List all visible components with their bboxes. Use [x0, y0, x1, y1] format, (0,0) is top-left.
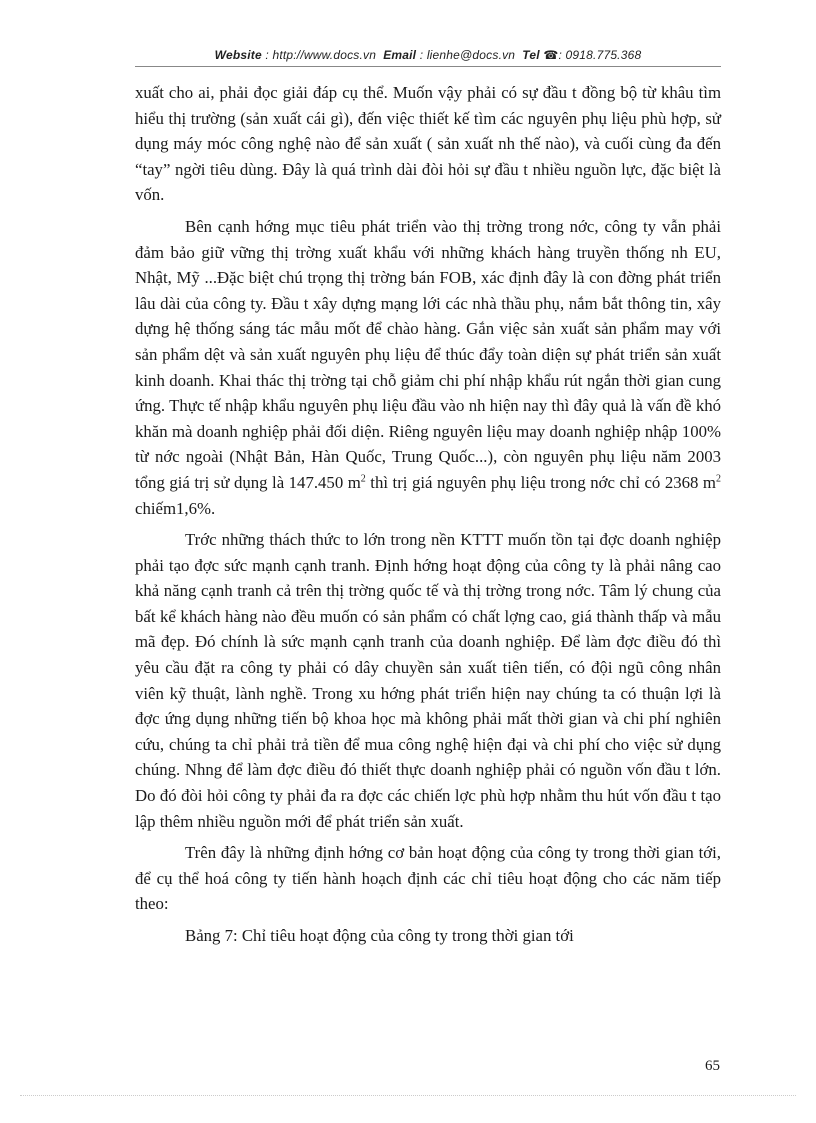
email-label: Email: [383, 48, 417, 62]
website-value: : http://www.docs.vn: [265, 48, 377, 62]
website-label: Website: [214, 48, 262, 62]
paragraph-2-text: Bên cạnh hớng mục tiêu phát triển vào thị trờng trong nớc, công ty vẫn phải đảm bảo giữ vững thị trờng xuất khẩu với những khách hàng truyền thống nh EU, Nhật, Mỹ ...Đặc biệt chú trọng thị trờng bán FOB, xác định đây là con đờng phát triển lâu dài của công ty. Đầu t xây dựng mạng lới các nhà thầu phụ, nắm bắt thông tin, xây dựng hệ thống sáng tác mẫu mốt để chào hàng. Gắn việc sản xuất sản phẩm may với sản phẩm dệt và sản xuất nguyên phụ liệu để thúc đẩy toàn diện sự phát triển sản xuất kinh doanh. Khai thác thị trờng tại chỗ giảm chi phí nhập khẩu rút ngắn thời gian cung ứng. Thực tế nhập khẩu nguyên phụ liệu đầu vào nh hiện nay thì đây quả là vấn đề khó khăn mà doanh nghiệp phải đối diện. Riêng nguyên liệu may doanh nghiệp nhập 100% từ nớc ngoài (Nhật Bản, Hàn Quốc, Trung Quốc...), còn nguyên phụ liệu năm 2003 tổng giá trị sử dụng là 147.450 m: [135, 216, 721, 492]
paragraph-1: xuất cho ai, phải đọc giải đáp cụ thể. Muốn vậy phải có sự đầu t đồng bộ từ khâu tìm hiểu thị trường (sản xuất cái gì), đến việc thiết kế tìm các nguyên phụ liệu phù hợp, sử dụng máy móc công nghệ nào để sản xuất ( sản xuất nh thế nào), và cuối cùng đa đến “tay” ngời tiêu dùng. Đây là quá trình dài đòi hỏi sự đầu t nhiều nguồn lực, đặc biệt là vốn.: [135, 83, 721, 205]
paragraph-2: [135, 214, 721, 521]
paragraph-4: Trên đây là những định hớng cơ bản hoạt động của công ty trong thời gian tới, để cụ thể hoá công ty tiến hành hoạch định các chỉ tiêu hoạt động cho các năm tiếp theo:: [135, 843, 721, 914]
table-caption: Bảng 7: Chỉ tiêu hoạt động của công ty trong thời gian tới: [185, 926, 574, 945]
tel-label: Tel: [522, 48, 540, 62]
superscript: 2: [715, 473, 721, 485]
paragraph-3: Trớc những thách thức to lớn trong nền KTTT muốn tồn tại đợc doanh nghiệp phải tạo đợc sức mạnh cạnh tranh. Định hớng hoạt động của công ty là phải nâng cao khả năng cạnh tranh cả trên thị trờng quốc tế và thị trờng trong nớc. Tâm lý chung của bất kể khách hàng nào đều muốn có sản phẩm có chất lợng cao, giá thành thấp và mẫu mã đẹp. Đó chính là sức mạnh cạnh tranh của doanh nghiệp. Để làm đợc điều đó thì yêu cầu đặt ra công ty phải có dây chuyền sản xuất tiên tiến, có đội ngũ công nhân viên kỹ thuật, lành nghề. Trong xu hớng phát triển hiện nay chúng ta có thuận lợi là đợc ứng dụng những tiến bộ khoa học mà không phải mất thời gian và chi phí nghiên cứu, chúng ta chỉ phải trả tiền để mua công nghệ hiện đại và chi phí cho việc sử dụng chúng. Nhng để làm đợc điều đó thiết thực doanh nghiệp phải có nguồn vốn đầu t lớn. Do đó đòi hỏi công ty phải đa ra đợc các chiến lợc phù hợp nhằm thu hút vốn đầu t tạo lập thêm nhiều nguồn mới để phát triển sản xuất.: [135, 530, 721, 831]
paragraph-2-mid: thì trị giá nguyên phụ liệu trong nớc chỉ có 2368 m: [365, 472, 716, 492]
page-header: [135, 48, 721, 62]
paragraph-2-end: chiếm1,6%.: [135, 498, 216, 518]
document-body: [135, 80, 721, 955]
phone-icon: ☎: [543, 48, 559, 62]
email-value: : lienhe@docs.vn: [419, 48, 516, 62]
page-number: 65: [705, 1058, 720, 1074]
superscript: 2: [360, 473, 366, 485]
header-divider: [135, 66, 721, 67]
footer-divider: [20, 1095, 796, 1096]
tel-value: : 0918.775.368: [558, 48, 642, 62]
